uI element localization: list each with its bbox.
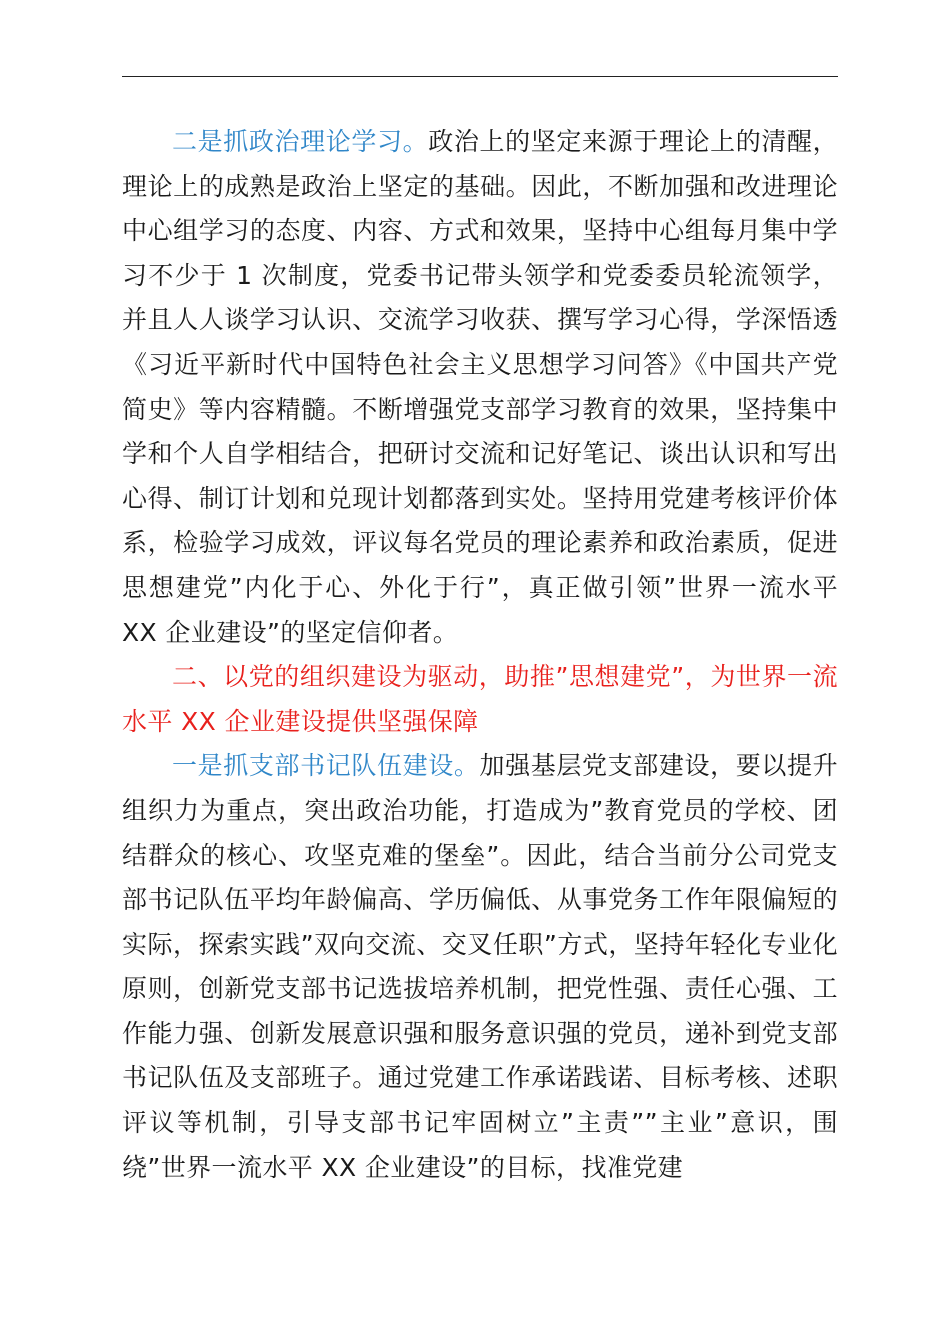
- paragraph-lead: 二是抓政治理论学习。: [172, 127, 429, 156]
- paragraph-lead: 一是抓支部书记队伍建设。: [172, 751, 480, 781]
- document-body: [122, 120, 838, 1190]
- paragraph-text: 政治上的坚定来源于理论上的清醒，理论上的成熟是政治上坚定的基础。因此，不断加强和改进理论中心组学习的态度、内容、方式和效果，坚持中心组每月集中学习不少于 1 次制度，党委书记带头领学和党委委员轮流领学，并且人人谈学习认识、交流学习收获、撰写学习心得，学深悟透《习近平新时代中国特色社会主义思想学习问答》《中国共产党简史》等内容精髓。不断增强党支部学习教育的效果，坚持集中学和个人自学相结合，把研讨交流和记好笔记、谈出认识和写出心得、制订计划和兑现计划都落到实处。坚持用党建考核评价体系，检验学习成效，评议每名党员的理论素养和政治素质，促进思想建党”内化于心、外化于行”，真正做引领”世界一流水平 XX 企业建设”的坚定信仰者。: [122, 127, 838, 647]
- paragraph-political-theory-study: [122, 120, 838, 655]
- paragraph-text: 加强基层党支部建设，要以提升组织力为重点，突出政治功能，打造成为”教育党员的学校、团结群众的核心、攻坚克难的堡垒”。因此，结合当前分公司党支部书记队伍平均年龄偏高、学历偏低、从事党务工作年限偏短的实际，探索实践”双向交流、交叉任职”方式，坚持年轻化专业化原则，创新党支部书记选拔培养机制，把党性强、责任心强、工作能力强、创新发展意识强和服务意识强的党员，递补到党支部书记队伍及支部班子。通过党建工作承诺践诺、目标考核、述职评议等机制，引导支部书记牢固树立”主责””主业”意识，围绕”世界一流水平 XX 企业建设”的目标，找准党建: [122, 751, 838, 1182]
- paragraph-branch-secretary-team: [122, 744, 838, 1190]
- header-rule: [122, 76, 838, 77]
- section-heading: 二、以党的组织建设为驱动，助推”思想建党”，为世界一流水平 XX 企业建设提供坚强保障: [122, 662, 838, 736]
